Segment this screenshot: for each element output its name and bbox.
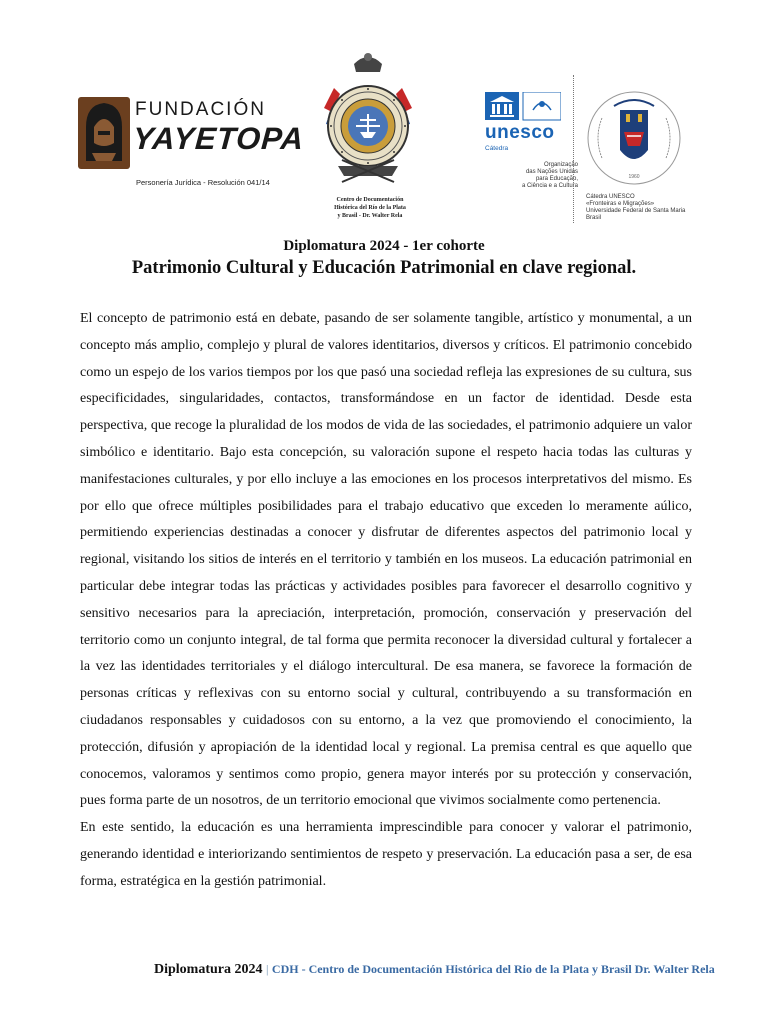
header-logos: [0, 40, 768, 230]
logo-divider: [573, 75, 574, 223]
ufsm-seal-icon: [584, 88, 684, 188]
document-subtitle: Patrimonio Cultural y Educación Patrimonial en clave regional.: [131, 258, 637, 278]
document-body: [80, 306, 692, 896]
body-paragraph: En este sentido, la educación es una herramienta imprescindible para conocer y valorar el patrimonio, generando identidad e interiorizando sentimientos de respeto y preservación. La educación pasa a ser, de esa forma, estratégica en la gestión patrimonial.: [80, 820, 692, 889]
svg-text:1960: 1960: [628, 174, 640, 180]
ufsm-caption-line: Universidade Federal de Santa Maria: [586, 208, 686, 214]
fundacion-yayetopa-logo: [78, 95, 306, 195]
unesco-logo: [485, 92, 578, 212]
document-title: Diplomatura 2024 - 1er cohorte: [283, 238, 485, 254]
footer-separator: |: [266, 962, 269, 976]
cdh-crest-icon: [322, 48, 414, 196]
unesco-catedra-label: Cátedra: [485, 145, 509, 152]
ufsm-caption-line: Cátedra UNESCO: [586, 194, 635, 200]
unesco-org-line: para Educação,: [535, 176, 578, 182]
ufsm-caption-line: Brasil: [586, 215, 602, 221]
personeria-label: Personería Jurídica - Resolución 041/14: [136, 178, 270, 187]
page-footer: [154, 962, 754, 978]
ufsm-logo: [580, 88, 700, 221]
cdh-logo: [318, 48, 418, 228]
footer-cdh-label: CDH - Centro de Documentación Histórica del Rio de la Plata y Brasil Dr. Walter Rela: [271, 962, 715, 976]
ufsm-caption-line: «Fronteiras e Migrações»: [586, 201, 655, 207]
fundacion-label: FUNDACIÓN: [135, 99, 266, 120]
footer-title: Diplomatura 2024: [154, 962, 263, 977]
unesco-org-caption: [493, 162, 578, 190]
cdh-caption: [320, 196, 420, 220]
unesco-org-line: das Nações Unidas: [525, 169, 578, 175]
unesco-org-line: Organização: [543, 162, 578, 168]
unesco-wordmark: unesco: [485, 122, 555, 143]
unesco-temple-icon: [485, 92, 561, 122]
yayetopa-label: YAYETOPA: [131, 121, 306, 156]
cdh-caption-line: y Brasil - Dr. Walter Rela: [337, 213, 403, 219]
cdh-caption-line: Histórica del Río de la Plata: [334, 205, 406, 211]
body-paragraph: El concepto de patrimonio está en debate, pasando de ser solamente tangible, artístico y monumental, a un concepto más amplio, complejo y plural de valores identitarios, diversos y críticos. El patrimonio concebido como un espejo de los varios tiempos por los que pasó una sociedad refleja las expresiones de su cultura, sus especificidades, singularidades, contactos, transformándose en un factor de identidad. Desde esta perspectiva, que recoge la pluralidad de los modos de vida de las sociedades, el patrimonio adquiere un valor simbólico e identitario. Bajo esta concepción, su valoración supone el respeto hacia todas las culturas y manifestaciones culturales, y por ello incluye a las emociones en los procesos interpretativos del mismo. Es por ello que ofrece múltiples posibilidades para el trabajo educativo que exceden lo meramente aúlico, permitiendo experiencias destinadas a conocer y disfrutar de diferentes aspectos del patrimonio local y regional, visitando los sitios de interés en el territorio y también en los museos. La educación patrimonial en particular debe integrar todas las prácticas y actividades posibles para favorecer el desarrollo cognitivo y sensitivo necesarios para la apreciación, interpretación, promoción, conservación y preservación del territorio como un conjunto integral, de tal forma que permita reconocer la diversidad cultural y fortalecer a la vez las identidades territoriales y el diálogo intercultural. De esa manera, se favorece la formación de personas críticas y reflexivas con su entorno social y cultural, contribuyendo a su transformación en ciudadanos responsables y cuidadosos con su entorno, a la vez que promoviendo el conocimiento, la protección, difusión y apropiación de la identidad local y regional. La premisa central es que aquello que conocemos, valoramos y sentimos como propio, genera mayor interés por su protección y conservación, pues forma parte de un nosotros, de un territorio emocional que vivimos socialmente como pertenencia.: [80, 311, 692, 809]
yayetopa-emblem-icon: [78, 97, 130, 169]
ufsm-caption: [586, 194, 685, 222]
unesco-org-line: a Ciência e a Cultura: [521, 183, 578, 189]
cdh-caption-line: Centro de Documentación: [336, 197, 404, 203]
